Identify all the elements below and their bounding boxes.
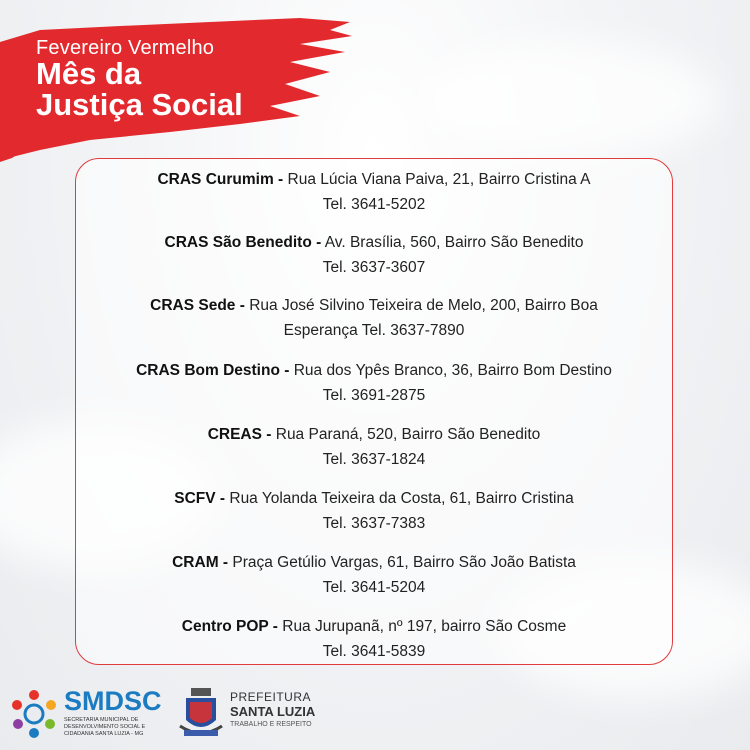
entry-name: CRAS Sede - (150, 297, 245, 314)
banner-title-line: Justiça Social (36, 87, 243, 122)
entry-address: Praça Getúlio Vargas, 61, Bairro São João Batista (228, 554, 576, 571)
address-entry (76, 358, 672, 408)
entry-phone: Tel. 3641-5839 (322, 643, 426, 660)
city-crest-icon (178, 686, 224, 742)
entry-name: CRAS São Benedito - (164, 234, 322, 251)
smdsc-logo (10, 684, 170, 746)
smdsc-name: SMDSC (64, 686, 162, 716)
entry-address: Rua José Silvino Teixeira de Melo, 200, Bairro Boa (244, 297, 598, 314)
entry-phone: Tel. 3641-5204 (322, 579, 426, 596)
people-circle-icon (10, 688, 58, 740)
entry-address: Rua Yolanda Teixeira da Costa, 61, Bairro Cristina (225, 490, 574, 507)
background-cloud (420, 40, 720, 160)
address-entry (76, 293, 672, 343)
address-entry (76, 550, 672, 600)
prefeitura-name: SANTA LUZIA (230, 704, 316, 719)
entry-name: CRAS Bom Destino - (136, 362, 290, 379)
entry-address: Rua dos Ypês Branco, 36, Bairro Bom Destino (289, 362, 612, 379)
address-entry (76, 614, 672, 664)
entry-name: CRAS Curumim - (157, 171, 284, 188)
banner-title (36, 58, 243, 120)
entry-name: CRAM - (172, 554, 229, 571)
prefeitura-logo (178, 684, 338, 746)
entry-address: Rua Paraná, 520, Bairro São Benedito (271, 426, 541, 443)
address-entry (76, 422, 672, 472)
entry-name: SCFV - (174, 490, 226, 507)
banner-subtitle: Fevereiro Vermelho (36, 37, 215, 59)
footer (0, 680, 750, 750)
entry-phone: Esperança Tel. 3637-7890 (283, 322, 465, 339)
address-entry (76, 167, 672, 217)
entry-address: Av. Brasília, 560, Bairro São Benedito (321, 234, 584, 251)
entry-name: Centro POP - (181, 618, 278, 635)
entry-phone: Tel. 3637-1824 (322, 451, 426, 468)
address-entry (76, 230, 672, 280)
entry-phone: Tel. 3637-7383 (322, 515, 426, 532)
banner-title-line: Mês da (36, 56, 142, 91)
entry-phone: Tel. 3641-5202 (322, 196, 426, 213)
entry-phone: Tel. 3637-3607 (322, 259, 426, 276)
entry-name: CREAS - (207, 426, 272, 443)
entry-address: Rua Jurupanã, nº 197, bairro São Cosme (277, 618, 567, 635)
address-entry (76, 486, 672, 536)
smdsc-subtitle: SECRETARIA MUNICIPAL DE DESENVOLVIMENTO SOCIAL E CIDADANIA SANTA LUZIA - MG (64, 717, 146, 737)
prefeitura-slogan: TRABALHO E RESPEITO (230, 721, 312, 728)
entry-address: Rua Lúcia Viana Paiva, 21, Bairro Cristina A (283, 171, 591, 188)
prefeitura-title: PREFEITURA (230, 690, 312, 704)
address-card (75, 158, 673, 665)
entry-phone: Tel. 3691-2875 (322, 387, 426, 404)
title-banner (0, 0, 360, 170)
